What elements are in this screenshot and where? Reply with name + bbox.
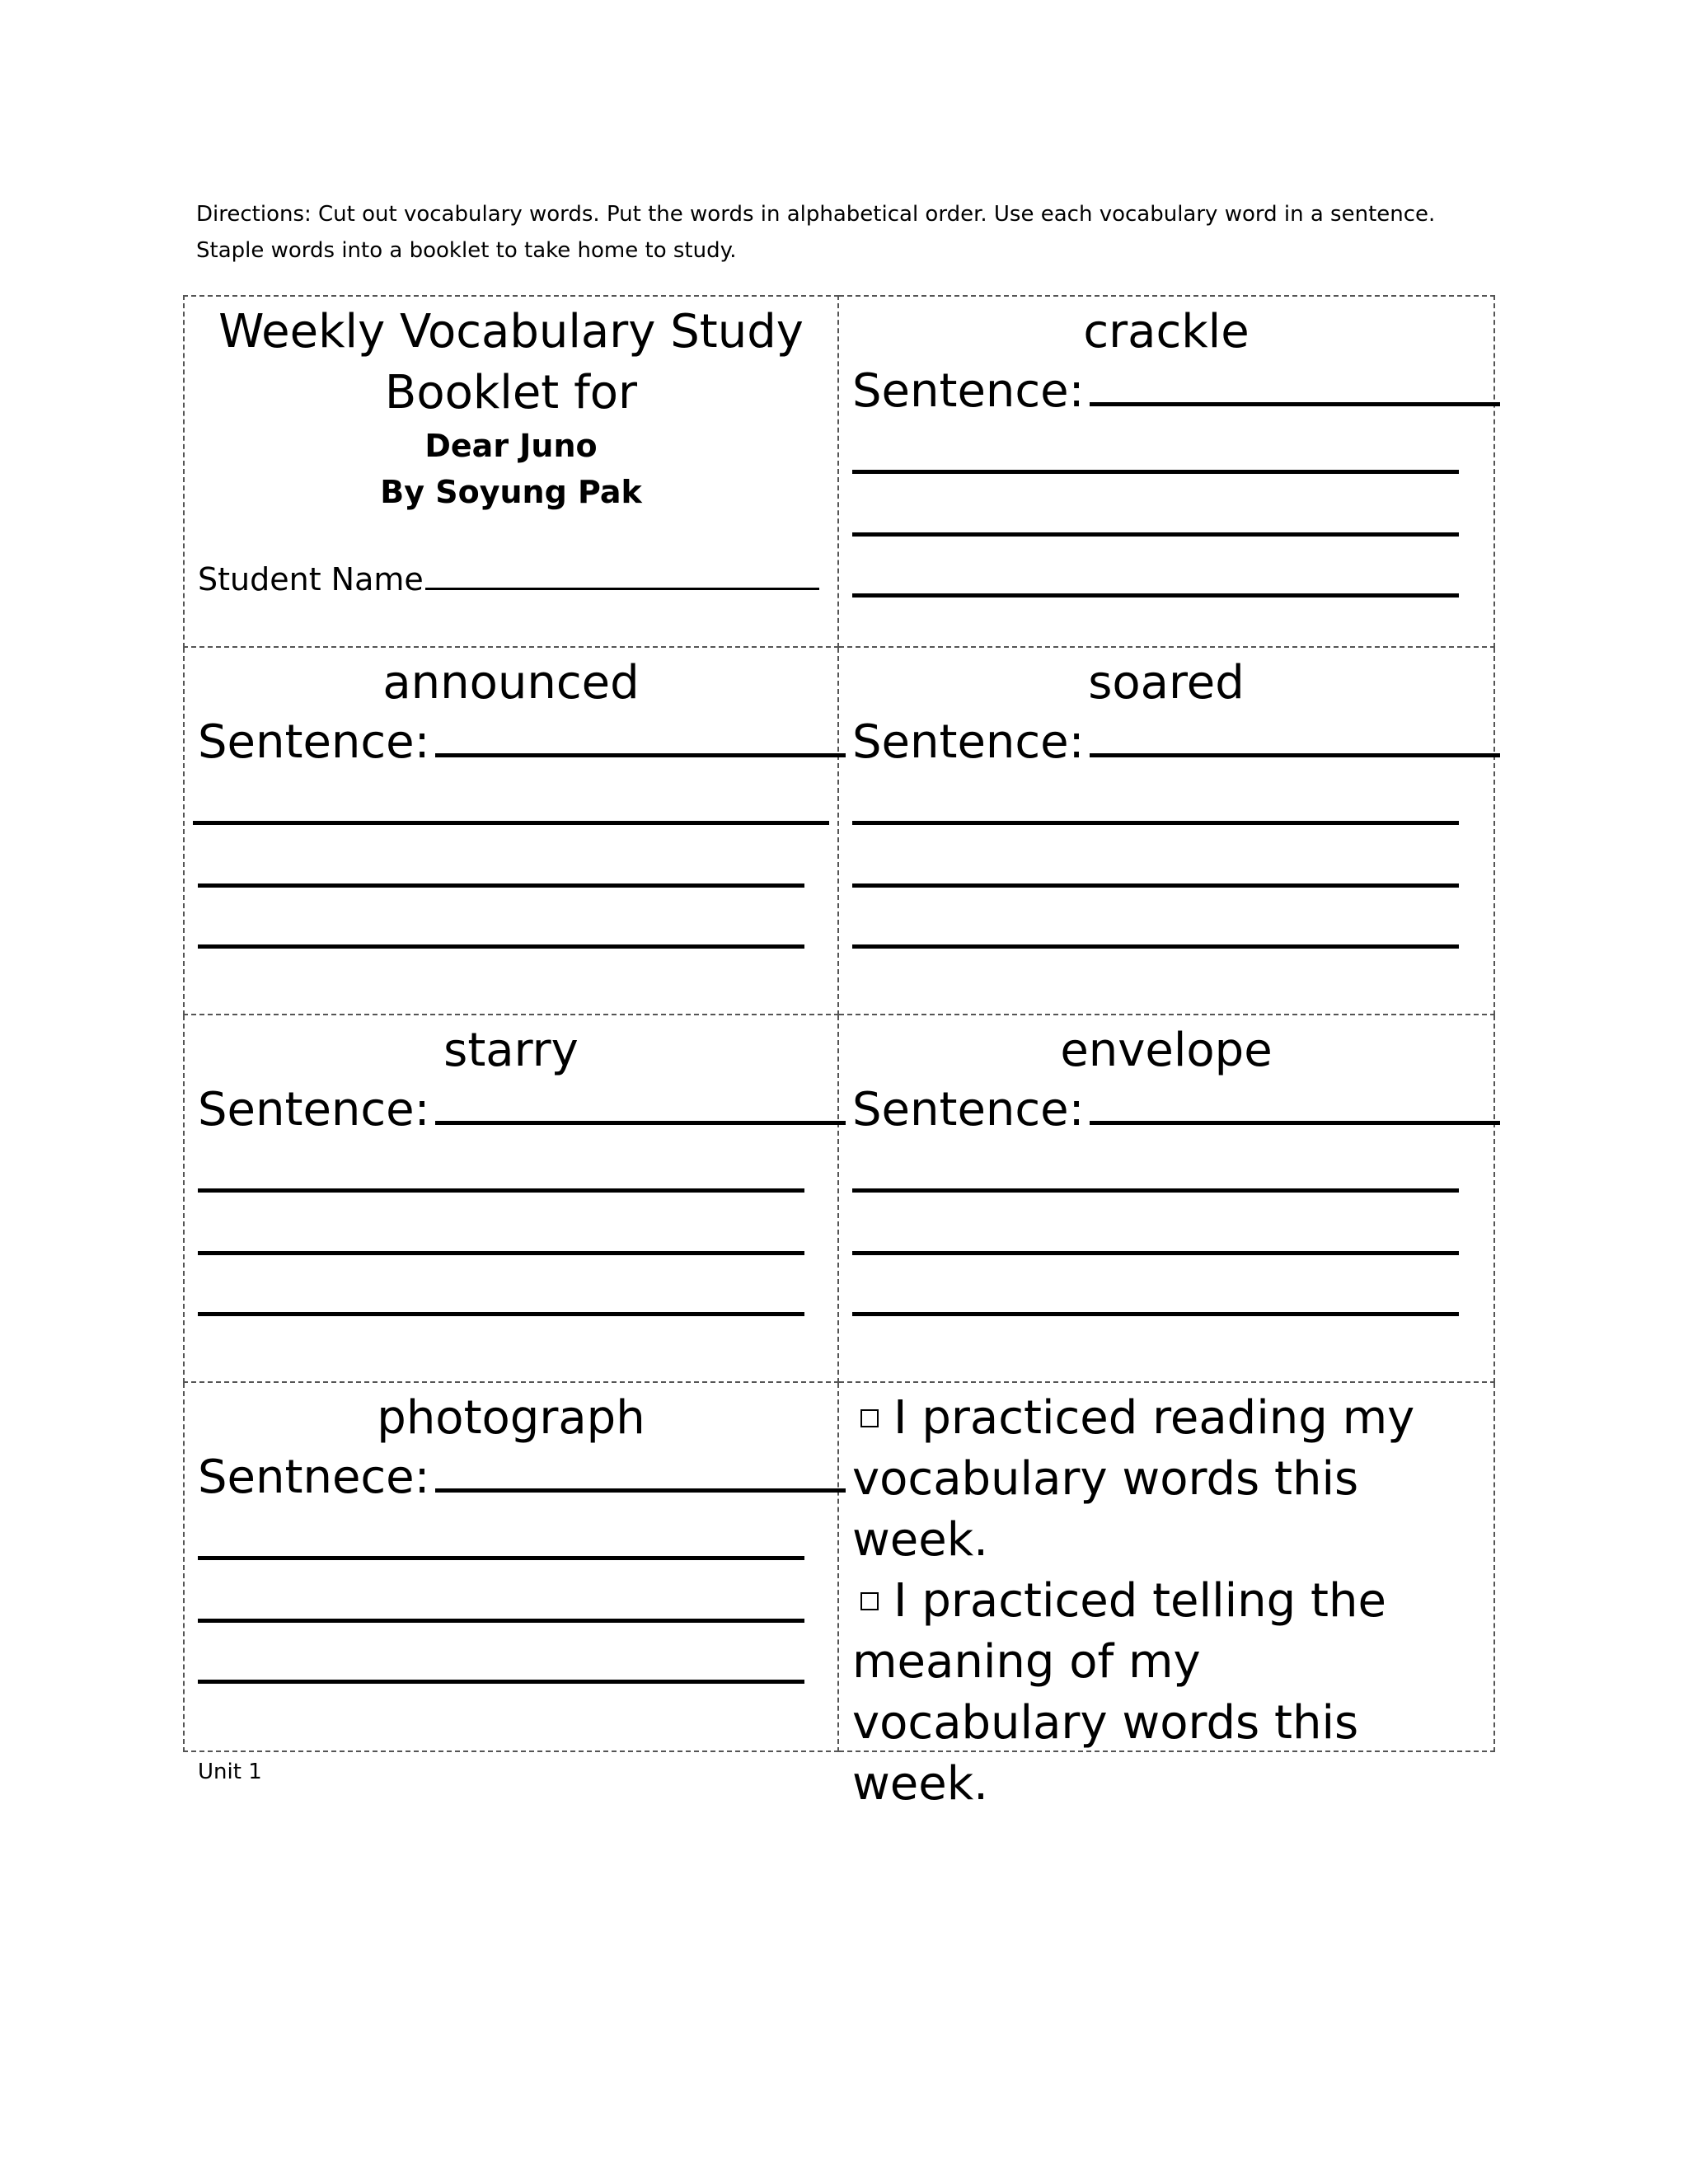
vocab-card-envelope — [839, 1015, 1495, 1383]
sentence-label: Sentnece: — [198, 1451, 430, 1504]
practice-checklist — [839, 1383, 1495, 1811]
sentence-row — [198, 1080, 846, 1141]
checklist-item — [852, 1388, 1462, 1571]
writing-line[interactable] — [852, 1251, 1459, 1255]
student-name-label: Student Name — [198, 561, 424, 598]
writing-line[interactable] — [852, 944, 1459, 949]
vocab-card-photograph — [183, 1383, 839, 1752]
vocab-word: envelope — [1060, 1024, 1273, 1077]
sentence-blank[interactable] — [435, 712, 846, 757]
checklist-item-text: I practiced telling the meaning of my vocabulary words this week. — [852, 1574, 1386, 1811]
sentence-blank[interactable] — [1090, 361, 1500, 406]
sentence-blank[interactable] — [435, 1447, 846, 1493]
sentence-label: Sentence: — [198, 1083, 430, 1137]
writing-line[interactable] — [198, 1680, 804, 1684]
student-name-row — [198, 557, 819, 602]
directions-text: Directions: Cut out vocabulary words. Put the words in alphabetical order. Use each vocabulary word in a sentence. Staple words into a booklet to take home to study. — [196, 202, 1436, 263]
writing-line[interactable] — [198, 1188, 804, 1193]
checklist-item — [852, 1571, 1462, 1815]
checklist-item-text: I practiced reading my vocabulary words this week. — [852, 1391, 1415, 1567]
sentence-row — [198, 712, 846, 773]
writing-line[interactable] — [852, 883, 1459, 888]
vocab-word: announced — [382, 656, 640, 710]
writing-line[interactable] — [852, 821, 1459, 825]
writing-line[interactable] — [198, 1251, 804, 1255]
sentence-label: Sentence: — [852, 715, 1085, 769]
writing-line[interactable] — [852, 532, 1459, 537]
sentence-blank[interactable] — [435, 1080, 846, 1125]
practiced-meaning-checkbox[interactable] — [860, 1592, 879, 1610]
vocab-word: photograph — [377, 1391, 645, 1445]
book-author: By Soyung Pak — [380, 474, 642, 510]
vocab-card-announced — [183, 648, 839, 1015]
writing-line[interactable] — [852, 470, 1459, 474]
sentence-label: Sentence: — [852, 364, 1085, 418]
writing-line[interactable] — [198, 1619, 804, 1623]
practiced-reading-checkbox[interactable] — [860, 1409, 879, 1427]
writing-line[interactable] — [198, 883, 804, 888]
booklet-title-line1: Weekly Vocabulary Study — [218, 305, 804, 359]
vocab-word: starry — [443, 1024, 579, 1077]
sentence-row — [852, 361, 1500, 422]
writing-line[interactable] — [198, 1312, 804, 1316]
sentence-row — [852, 1080, 1500, 1141]
vocab-card-starry — [183, 1015, 839, 1383]
writing-line[interactable] — [193, 821, 829, 825]
book-title: Dear Juno — [424, 428, 598, 464]
vocab-word: soared — [1088, 656, 1245, 710]
sentence-blank[interactable] — [1090, 1080, 1500, 1125]
sentence-row — [198, 1447, 846, 1508]
vocab-card-soared — [839, 648, 1495, 1015]
unit-footer: Unit 1 — [198, 1760, 262, 1784]
vocab-card-crackle — [839, 295, 1495, 648]
title-card — [183, 295, 839, 648]
writing-line[interactable] — [198, 1556, 804, 1560]
vocab-word: crackle — [1083, 305, 1250, 359]
writing-line[interactable] — [198, 944, 804, 949]
writing-line[interactable] — [852, 593, 1459, 598]
booklet-title-line2: Booklet for — [384, 366, 638, 419]
sentence-row — [852, 712, 1500, 773]
sentence-label: Sentence: — [198, 715, 430, 769]
writing-line[interactable] — [852, 1188, 1459, 1193]
sentence-blank[interactable] — [1090, 712, 1500, 757]
writing-line[interactable] — [852, 1312, 1459, 1316]
student-name-field[interactable] — [425, 560, 819, 590]
sentence-label: Sentence: — [852, 1083, 1085, 1137]
